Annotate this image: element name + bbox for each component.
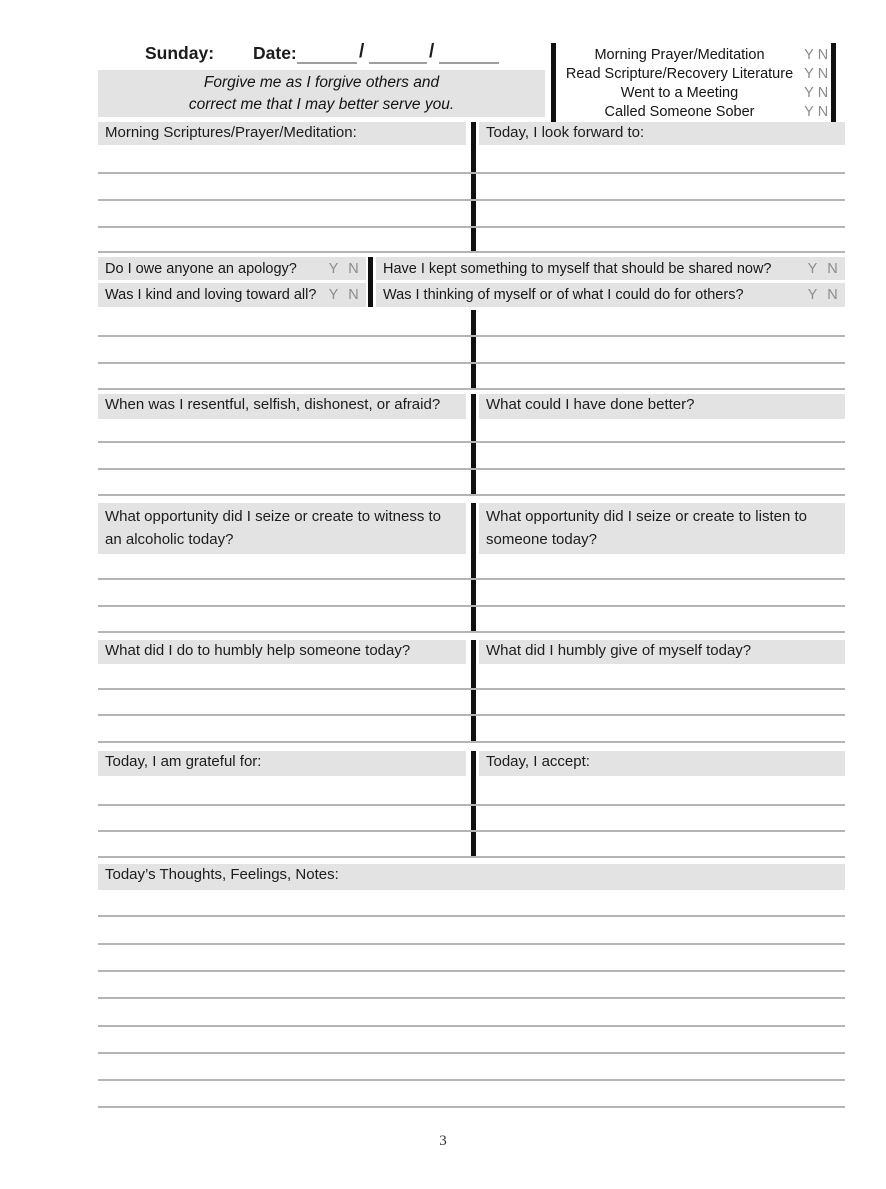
- yes-option: Y: [807, 287, 818, 303]
- page-number: 3: [439, 1133, 447, 1149]
- checklist-no-option: N: [817, 104, 829, 121]
- prayer-quote-line2: correct me that I may better serve you.: [188, 96, 455, 113]
- question-thinking-of-myself: [376, 283, 845, 307]
- column-divider: [471, 503, 476, 633]
- writing-line: [98, 199, 845, 201]
- question-text: Do I owe anyone an apology?: [105, 260, 297, 277]
- section-header-listen: What opportunity did I seize or create to listen to someone today?: [479, 503, 845, 554]
- writing-line: [98, 714, 845, 716]
- checklist-item-label: Called Someone Sober: [604, 104, 755, 121]
- checklist-item-label: Morning Prayer/Meditation: [594, 46, 765, 63]
- yes-option: Y: [328, 260, 339, 277]
- writing-line: [98, 468, 845, 470]
- section-header-resentful: When was I resentful, selfish, dishonest, or afraid?: [98, 394, 466, 419]
- checklist-item-label: Read Scripture/Recovery Literature: [565, 65, 794, 82]
- writing-line: [98, 578, 845, 580]
- writing-line: [98, 1106, 845, 1108]
- writing-line: [98, 335, 845, 337]
- writing-line: [98, 997, 845, 999]
- prayer-quote: [98, 70, 545, 117]
- checklist-yes-option: Y: [804, 104, 814, 121]
- question-apology: [98, 257, 366, 280]
- no-option: N: [348, 260, 359, 277]
- section-header-notes: Today’s Thoughts, Feelings, Notes:: [98, 864, 845, 890]
- writing-line: [98, 970, 845, 972]
- checklist-no-option: N: [817, 65, 829, 82]
- column-divider: [471, 640, 476, 743]
- yes-option: Y: [328, 287, 339, 303]
- writing-line: [98, 362, 845, 364]
- checklist-no-option: N: [817, 85, 829, 102]
- checklist-row: [557, 45, 830, 64]
- column-divider: [471, 310, 476, 390]
- yes-no-options: [320, 287, 360, 303]
- date-slash: /: [359, 41, 365, 62]
- writing-line: [98, 251, 845, 253]
- section-header-look-forward: Today, I look forward to:: [479, 122, 845, 145]
- checklist-row: [557, 103, 830, 122]
- section-header-done-better: What could I have done better?: [479, 394, 845, 419]
- date-blank-month: [297, 44, 357, 64]
- writing-line: [98, 1025, 845, 1027]
- writing-line: [98, 943, 845, 945]
- checklist-no-option: N: [817, 46, 829, 63]
- yes-option: Y: [807, 260, 818, 277]
- checklist-right-bar: [831, 43, 836, 123]
- column-divider: [471, 122, 476, 253]
- question-text: Was I thinking of myself or of what I could do for others?: [383, 287, 744, 303]
- writing-line: [98, 915, 845, 917]
- writing-line: [98, 226, 845, 228]
- section-header-grateful: Today, I am grateful for:: [98, 751, 466, 776]
- writing-line: [98, 605, 845, 607]
- question-kept-to-myself: [376, 257, 845, 280]
- question-kind-loving: [98, 283, 366, 307]
- writing-line: [98, 494, 845, 496]
- checklist-yes-option: Y: [804, 46, 814, 63]
- writing-line: [98, 804, 845, 806]
- writing-line: [98, 856, 845, 858]
- checklist-item-label: Went to a Meeting: [620, 85, 739, 102]
- no-option: N: [827, 260, 838, 277]
- writing-line: [98, 741, 845, 743]
- section-header-accept: Today, I accept:: [479, 751, 845, 776]
- date-label: Date:: [253, 43, 297, 63]
- writing-line: [98, 830, 845, 832]
- checklist-yes-option: Y: [804, 85, 814, 102]
- question-text: Have I kept something to myself that should be shared now?: [383, 260, 772, 277]
- writing-line: [98, 172, 845, 174]
- day-label: Sunday:: [145, 43, 215, 63]
- date-slash: /: [429, 41, 435, 62]
- yes-no-options: [320, 261, 360, 277]
- question-text: Was I kind and loving toward all?: [105, 287, 317, 303]
- writing-line: [98, 1052, 845, 1054]
- column-divider: [471, 394, 476, 496]
- writing-line: [98, 688, 845, 690]
- checklist-yes-option: Y: [804, 65, 814, 82]
- writing-line: [98, 631, 845, 633]
- no-option: N: [348, 287, 359, 303]
- writing-line: [98, 441, 845, 443]
- no-option: N: [827, 287, 838, 303]
- section-header-morning: Morning Scriptures/Prayer/Meditation:: [98, 122, 466, 145]
- writing-line: [98, 1079, 845, 1081]
- section-header-witness: What opportunity did I seize or create to witness to an alcoholic today?: [98, 503, 466, 554]
- section-header-humbly-give: What did I humbly give of myself today?: [479, 640, 845, 664]
- checklist-left-bar: [551, 43, 556, 122]
- writing-line: [98, 388, 845, 390]
- checklist-row: [557, 84, 830, 103]
- section-header-humbly-help: What did I do to humbly help someone today?: [98, 640, 466, 664]
- daily-checklist: [557, 45, 830, 122]
- yes-no-options: [799, 287, 839, 303]
- checklist-row: [557, 64, 830, 83]
- question-divider: [368, 257, 373, 307]
- date-blank-day: [369, 44, 427, 64]
- prayer-quote-line1: Forgive me as I forgive others and: [203, 74, 440, 91]
- date-blank-year: [439, 44, 499, 64]
- yes-no-options: [799, 261, 839, 277]
